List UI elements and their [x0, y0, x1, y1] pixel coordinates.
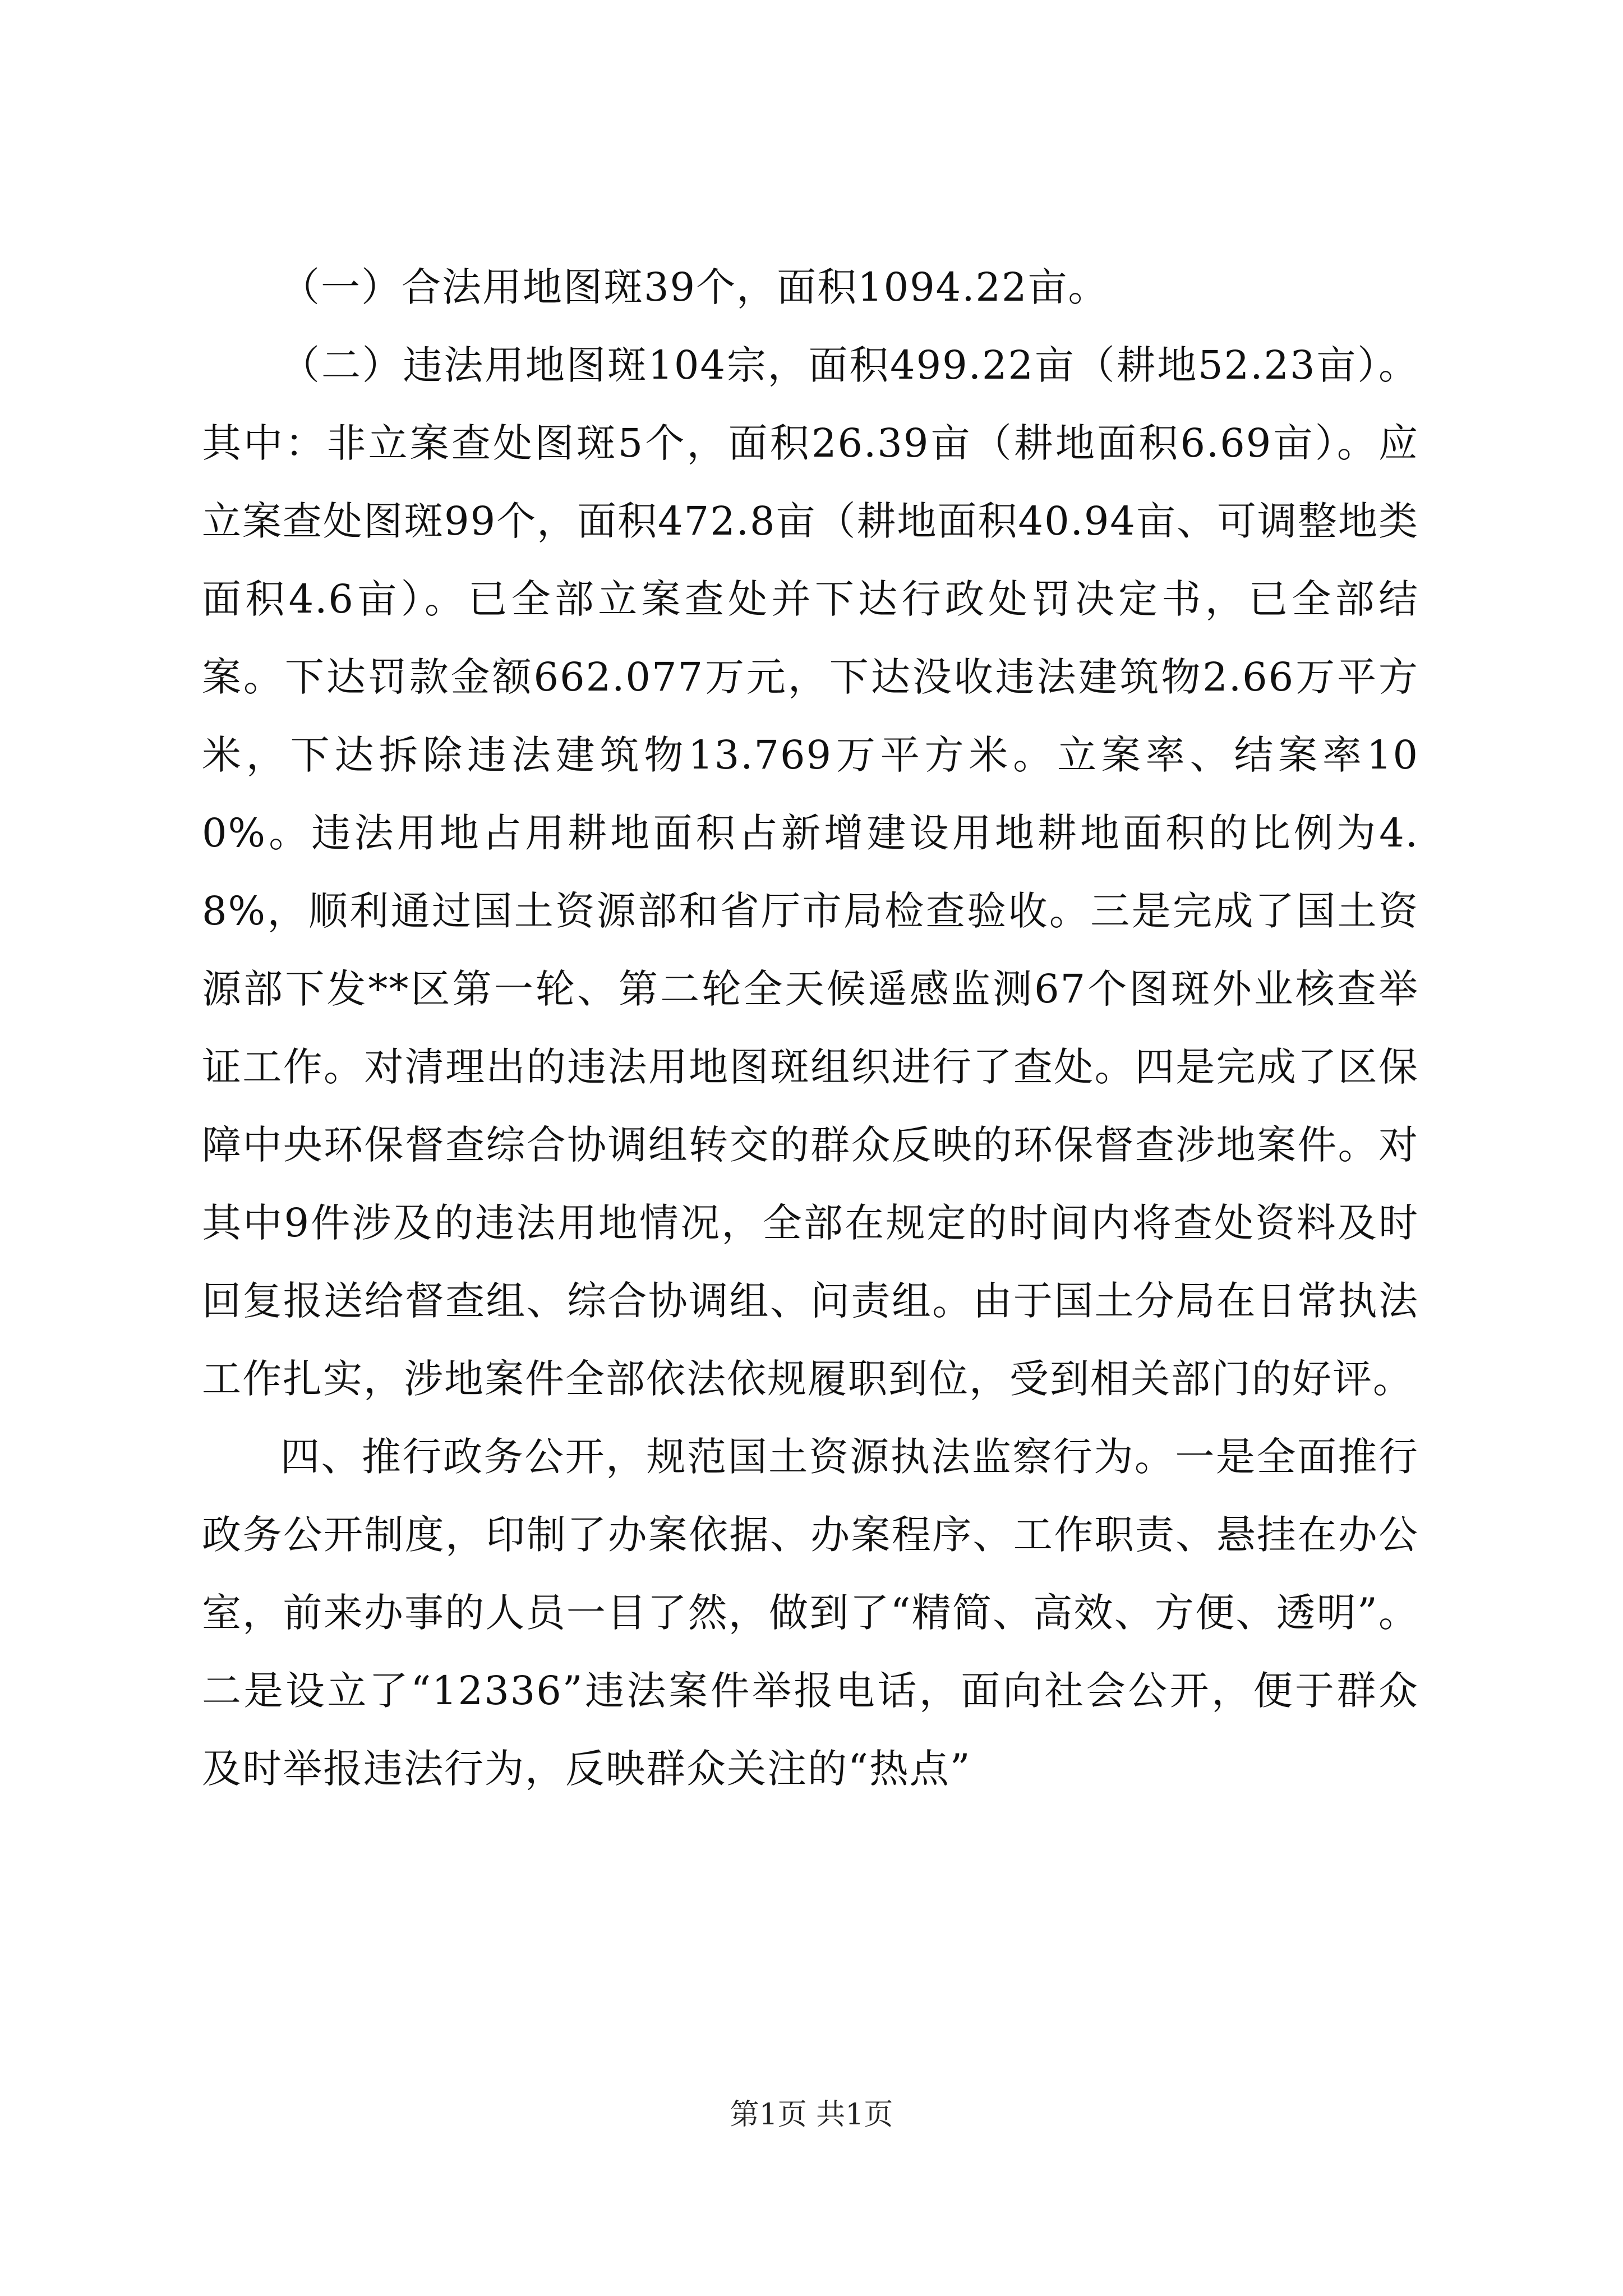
paragraph-illegal-land: （二）违法用地图斑104宗，面积499.22亩（耕地52.23亩）。其中：非立案查处图斑5个，面积26.39亩（耕地面积6.69亩）。应立案查处图斑99个，面积472.8亩（耕地面积40.94亩、可调整地类面积4.6亩）。已全部立案查处并下达行政处罚决定书，已全部结案。下达罚款金额662.077万元，下达没收违法建筑物2.66万平方米，下达拆除违法建筑物13.769万平方米。立案率、结案率100%。违法用地占用耕地面积占新增建设用地耕地面积的比例为4.8%，顺利通过国土资源部和省厅市局检查验收。三是完成了国土资源部下发**区第一轮、第二轮全天候遥感监测67个图斑外业核查举证工作。对清理出的违法用地图斑组织进行了查处。四是完成了区保障中央环保督查综合协调组转交的群众反映的环保督查涉地案件。对其中9件涉及的违法用地情况，全部在规定的时间内将查处资料及时回复报送给督查组、综合协调组、问责组。由于国土分局在日常执法工作扎实，涉地案件全部依法依规履职到位，受到相关部门的好评。 [202, 342, 1419, 1402]
paragraph-legal-land: （一）合法用地图斑39个，面积1094.22亩。 [280, 264, 1109, 310]
paragraph-government-affairs: 四、推行政务公开，规范国土资源执法监察行为。一是全面推行政务公开制度，印制了办案依据、办案程序、工作职责、悬挂在办公室，前来办事的人员一目了然，做到了“精简、高效、方便、透明”。二是设立了“12336”违法案件举报电话，面向社会公开，便于群众及时举报违法行为，反映群众关注的“热点” [202, 1434, 1419, 1792]
page-number-footer: 第1页 共1页 [730, 2098, 893, 2132]
document-body [202, 249, 1419, 1808]
